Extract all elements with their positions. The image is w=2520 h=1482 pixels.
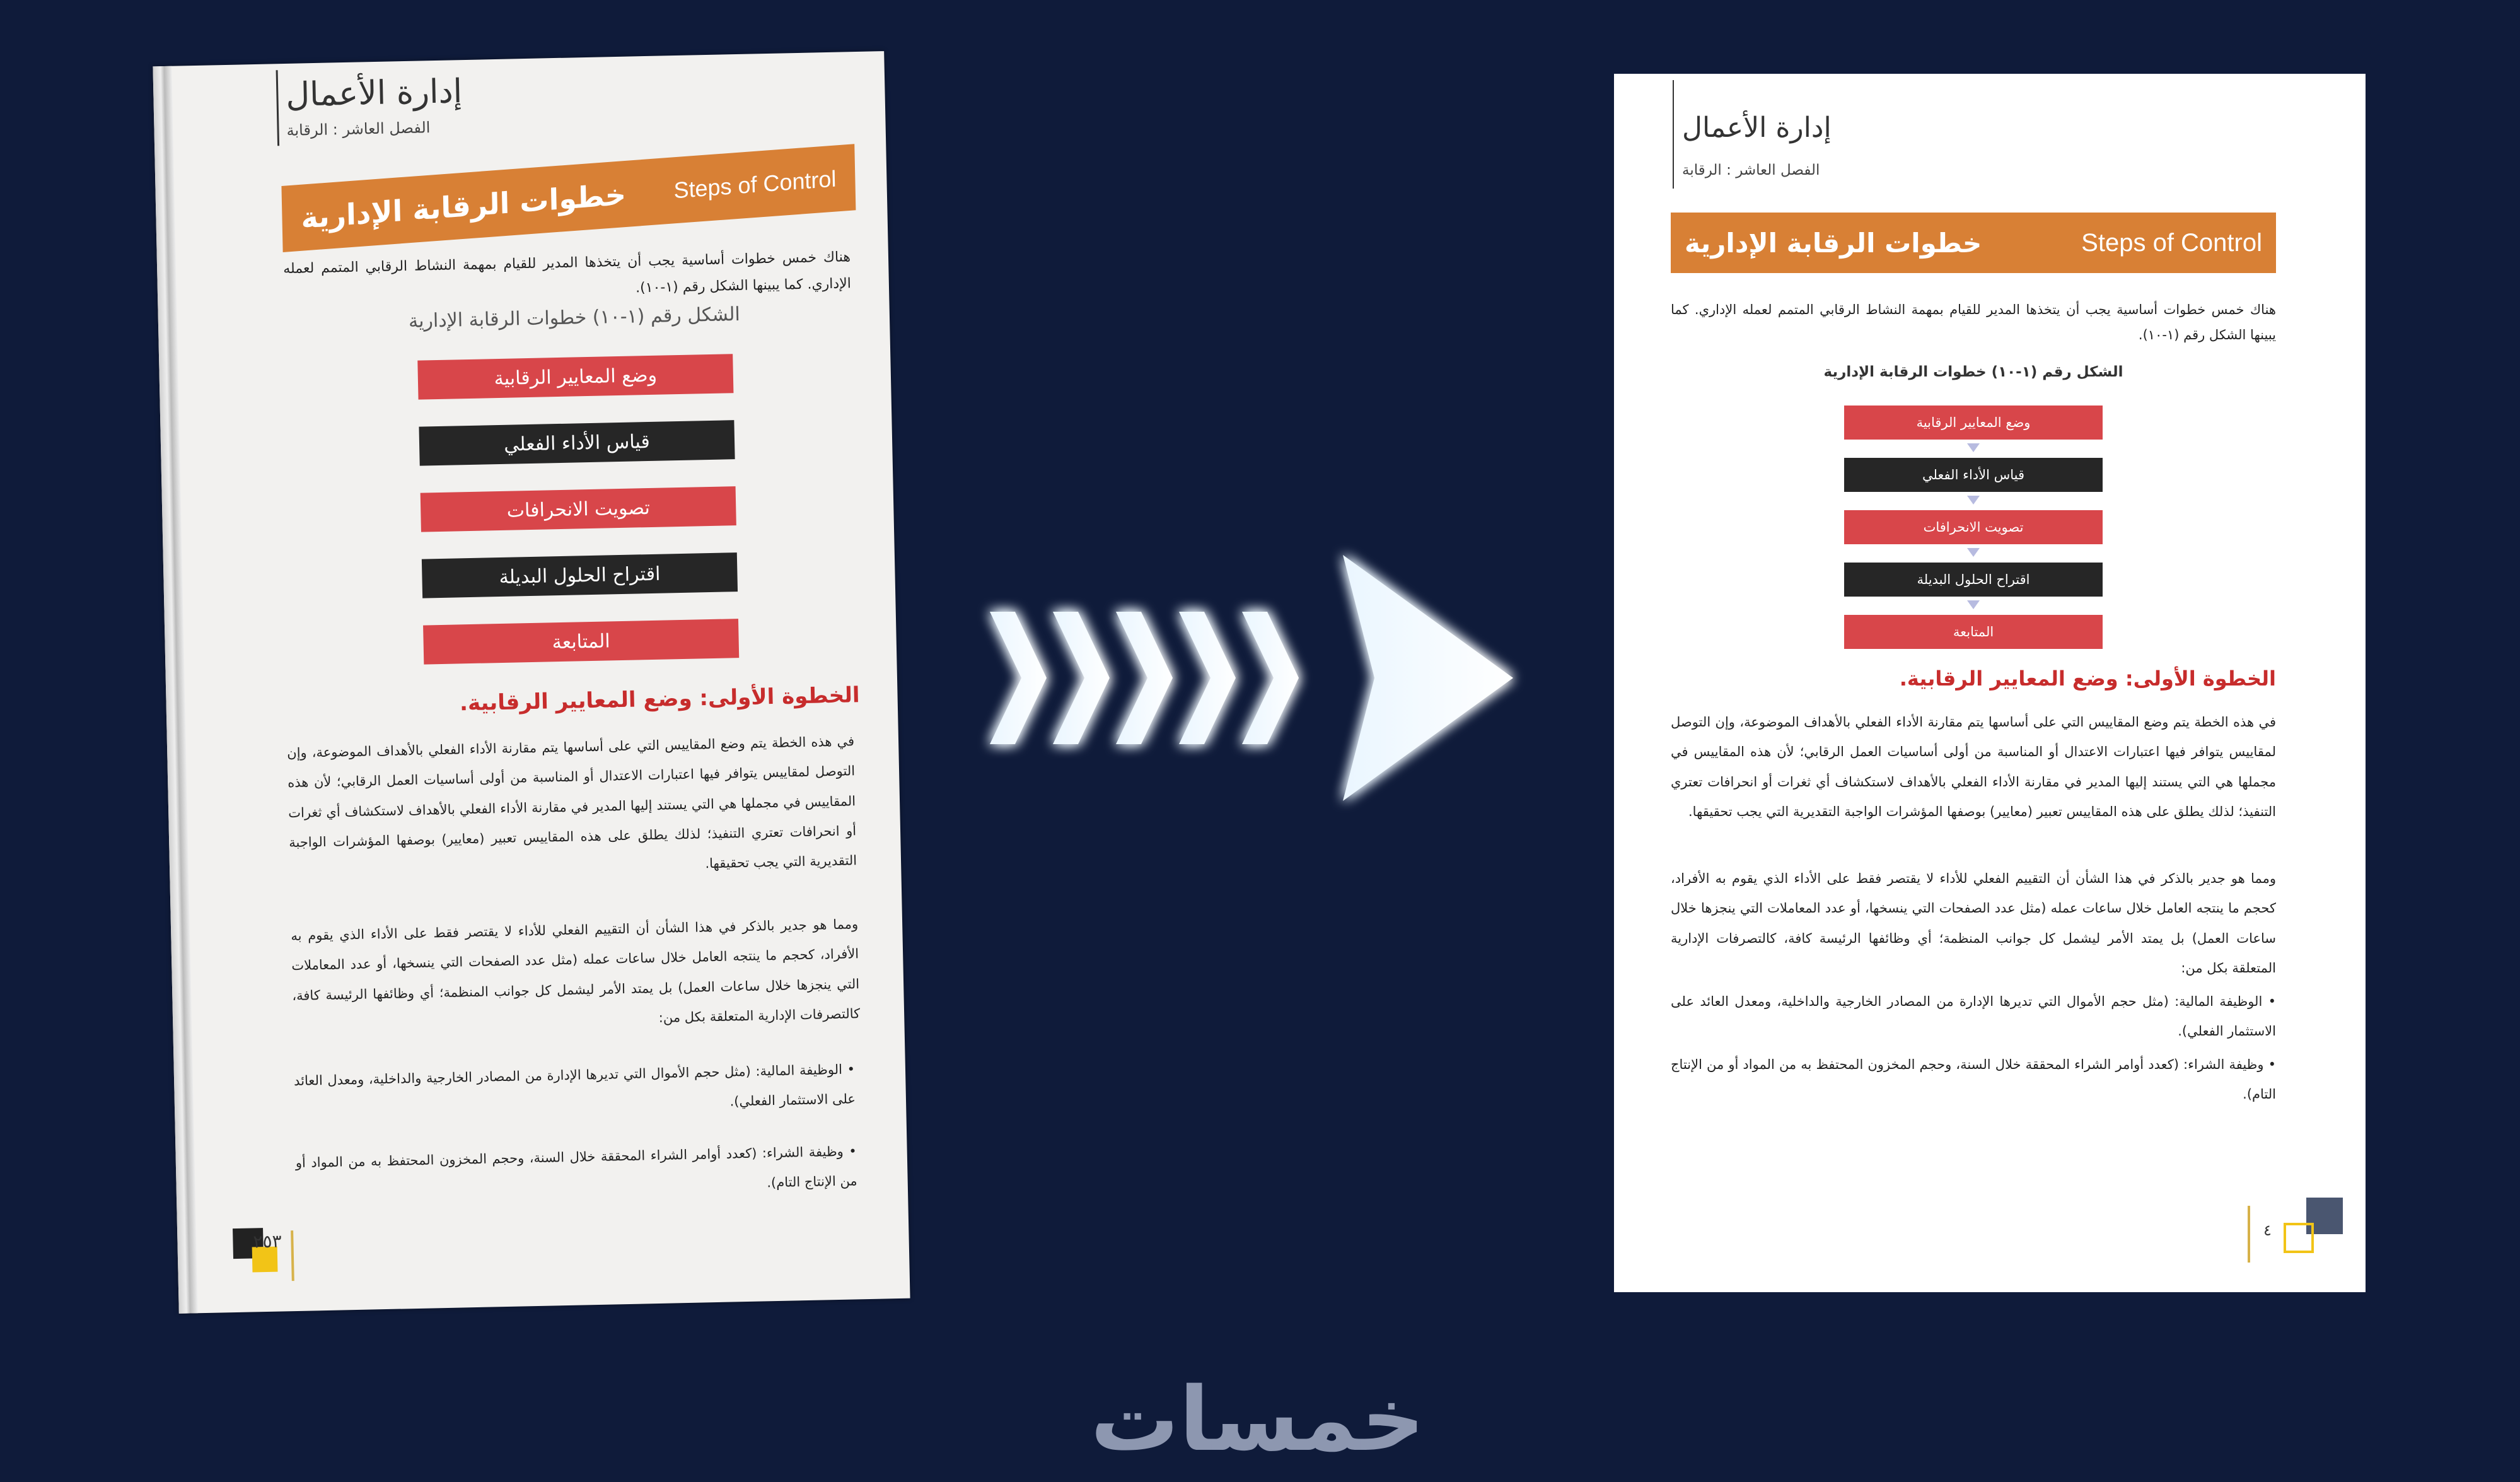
intro-paragraph: هناك خمس خطوات أساسية يجب أن يتخذها المدير للقيام بمهمة النشاط الرقابي المتمم لعمله الإداري. كما يبينها الشكل رقم (١-١٠). (1671, 302, 2276, 342)
flow-step-1 (1844, 406, 2103, 440)
logo-text: إدارة الأعمال (1682, 112, 1832, 144)
flow-step-label: قياس الأداء الفعلي (503, 430, 651, 456)
flow-step-3 (1844, 510, 2103, 544)
paragraph-two: ومما هو جدير بالذكر في هذا الشأن أن التقييم الفعلي للأداء لا يقتصر فقط على الأداء الذي يقوم به الأفراد، كحجم ما ينتجه العامل خلال ساعات عمله (مثل عدد الصفحات التي ينسخها، أو عدد المعاملات التي ينجزها خلال ساعات العمل) بل يمتد الأمر ليشمل كل جوانب المنظمة؛ أي وظائفها الرئيسة كافة، كالتصرفات الإدارية المتعلقة بكل من: (291, 916, 861, 1025)
banner-arabic: خطوات الرقابة الإدارية (1685, 227, 1982, 259)
watermark-logo: خمسات (1090, 1368, 1425, 1471)
header-rule (1673, 80, 1674, 189)
flow-step-5 (1844, 615, 2103, 649)
flow-step-5 (423, 619, 739, 664)
logo-text: إدارة الأعمال (285, 73, 463, 114)
down-arrow-icon (1967, 496, 1980, 505)
flow-step-label: المتابعة (552, 629, 610, 653)
flow-step-label: اقتراح الحلول البديلة (499, 563, 661, 588)
banner-english: Steps of Control (673, 165, 837, 203)
page-number: ٢٥٣ (253, 1230, 282, 1252)
banner-arabic: خطوات الرقابة الإدارية (300, 177, 627, 235)
corner-square-gold (2284, 1223, 2314, 1253)
flow-step-3 (421, 486, 736, 532)
header-rule (276, 70, 280, 146)
intro-paragraph: هناك خمس خطوات أساسية يجب أن يتخذها المدير للقيام بمهمة النشاط الرقابي المتمم لعمله الإداري. كما يبينها الشكل رقم (١-١٠). (282, 249, 852, 296)
figure-title: الشكل رقم (١-١٠) خطوات الرقابة الإدارية (1823, 364, 2123, 380)
paragraph-two: ومما هو جدير بالذكر في هذا الشأن أن التقييم الفعلي للأداء لا يقتصر فقط على الأداء الذي يقوم به الأفراد، كحجم ما ينتجه العامل خلال ساعات عمله (مثل عدد الصفحات التي ينسخها، أو عدد المعاملات التي ينجزها خلال ساعات العمل) بل يمتد الأمر ليشمل كل جوانب المنظمة؛ أي وظائفها الرئيسة كافة، كالتصرفات الإدارية المتعلقة بكل من: (1671, 871, 2276, 976)
footer-rule (2248, 1206, 2250, 1263)
figure-title: الشكل رقم (١-١٠) خطوات الرقابة الإدارية (408, 303, 741, 332)
scanned-page (153, 51, 910, 1314)
clean-page (1614, 74, 2366, 1292)
banner-english: Steps of Control (2081, 228, 2262, 257)
flow-step-1 (417, 354, 733, 399)
page-number: ٤ (2263, 1222, 2272, 1239)
flow-step-label: اقتراح الحلول البديلة (1917, 572, 2030, 587)
step-one-heading: الخطوة الأولى: وضع المعايير الرقابية. (1899, 667, 2276, 691)
transform-arrow-icon (971, 536, 1526, 820)
section-banner (1671, 213, 2276, 273)
flow-step-4 (422, 552, 738, 598)
paragraph-one: في هذه الخطة يتم وضع المقاييس التي على أساسها يتم مقارنة الأداء الفعلي بالأهداف الموضوعة، وإن التوصل لمقاييس يتوافر فيها اعتبارات الاعتدال أو المناسبة من أولى أساسيات العمل الرقابي؛ لأن هذه المقاييس في مجملها هي التي يستند إليها المدير في مقارنة الأداء الفعلي بالأهداف لاستكشاف أي ثغرات أو انحرافات تعتري التنفيذ؛ لذلك يطلق على هذه المقاييس تعبير (معايير) بوصفها المؤشرات الواجبة التقديرية التي يجب تحقيقها. (1671, 715, 2276, 819)
chapter-label: الفصل العاشر : الرقابة (286, 119, 431, 139)
book-spine (153, 66, 197, 1314)
flow-step-label: تصويت الانحرافات (506, 496, 651, 522)
footer-rule (291, 1230, 294, 1281)
flow-step-label: تصويت الانحرافات (1923, 520, 2024, 535)
flow-step-label: المتابعة (1953, 624, 1994, 639)
flow-step-label: وضع المعايير الرقابية (1916, 415, 2031, 430)
flow-step-label: قياس الأداء الفعلي (1922, 467, 2025, 482)
flow-step-2 (1844, 458, 2103, 492)
flow-step-4 (1844, 563, 2103, 597)
paragraph-one: في هذه الخطة يتم وضع المقاييس التي على أساسها يتم مقارنة الأداء الفعلي بالأهداف الموضوعة، وإن التوصل لمقاييس يتوافر فيها اعتبارات الاعتدال أو المناسبة من أولى أساسيات العمل الرقابي؛ لأن هذه المقاييس في مجملها هي التي يستند إليها المدير في مقارنة الأداء الفعلي بالأهداف لاستكشاف أي ثغرات أو انحرافات تعتري التنفيذ؛ لذلك يطلق على هذه المقاييس تعبير (معايير) بوصفها المؤشرات الواجبة التقديرية التي يجب تحقيقها. (287, 733, 857, 872)
bullet-purchasing: • وظيفة الشراء: (كعدد أوامر الشراء المحققة خلال السنة، وحجم المخزون المحتفظ به من المواد أو من الإنتاج التام). (1671, 1057, 2276, 1102)
flow-step-2 (419, 420, 735, 465)
down-arrow-icon (1967, 600, 1980, 609)
chapter-label: الفصل العاشر : الرقابة (1682, 162, 1820, 178)
section-banner (281, 144, 856, 252)
bullet-purchasing: • وظيفة الشراء: (كعدد أوامر الشراء المحققة خلال السنة، وحجم المخزون المحتفظ به من المواد أو من الإنتاج التام). (295, 1143, 857, 1191)
bullet-financial: • الوظيفة المالية: (مثل حجم الأموال التي تديرها الإدارة من المصادر الخارجية والداخلية، ومعدل العائد على الاستثمار الفعلي). (1671, 994, 2276, 1039)
step-one-heading: الخطوة الأولى: وضع المعايير الرقابية. (459, 682, 860, 716)
down-arrow-icon (1967, 443, 1980, 452)
flow-step-label: وضع المعايير الرقابية (494, 364, 658, 390)
down-arrow-icon (1967, 548, 1980, 557)
bullet-financial: • الوظيفة المالية: (مثل حجم الأموال التي تديرها الإدارة من المصادر الخارجية والداخلية، ومعدل العائد على الاستثمار الفعلي). (293, 1061, 856, 1109)
